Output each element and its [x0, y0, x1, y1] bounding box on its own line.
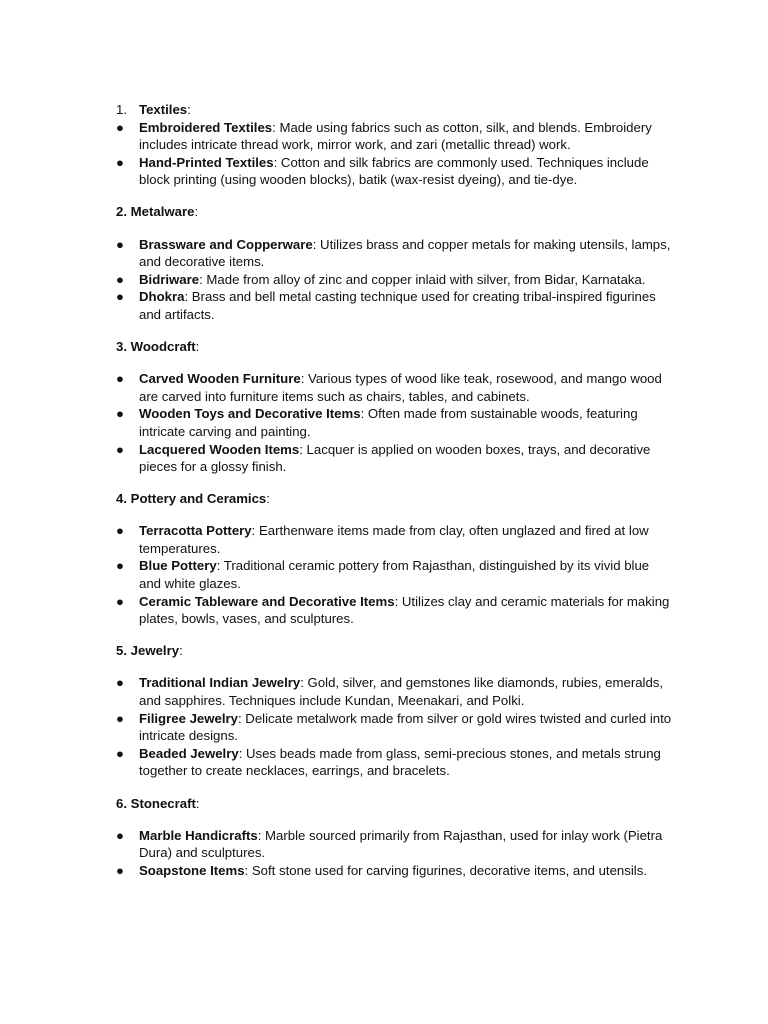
document-page [116, 101, 672, 879]
item-text: : Gold, silver, and gemstones like diamonds, rubies, emeralds, and sapphires. Techniques include Kundan, Meenakari, and Polki. [139, 675, 664, 709]
list-item [116, 370, 672, 405]
section-stonecraft [116, 795, 672, 880]
bullet-icon: ● [116, 675, 124, 691]
section-woodcraft [116, 338, 672, 476]
item-term: Ceramic Tableware and Decorative Items [139, 593, 395, 609]
item-text: : Uses beads made from glass, semi-precious stones, and metals strung together to create necklaces, earrings, and bracelets. [139, 745, 661, 779]
section-pottery-and-ceramics [116, 490, 672, 628]
item-term: Bidriware [139, 271, 200, 287]
list-item [116, 405, 672, 440]
item-text: : Cotton and silk fabrics are commonly used. Techniques include block printing (using wooden blocks), batik (wax-resist dyeing), and tie-dye. [139, 154, 649, 188]
item-text: : Brass and bell metal casting technique used for creating tribal-inspired figurines and artifacts. [139, 289, 656, 322]
item-text: : Earthenware items made from clay, often unglazed and fired at low temperatures. [139, 523, 649, 556]
bullet-list [116, 522, 672, 628]
list-item [116, 745, 672, 780]
bullet-icon: ● [116, 862, 124, 878]
list-item [116, 557, 672, 592]
item-term: Embroidered Textiles [139, 119, 273, 135]
list-item [116, 593, 672, 628]
bullet-icon: ● [116, 406, 124, 422]
item-text: : Made from alloy of zinc and copper inlaid with silver, from Bidar, Karnataka. [199, 271, 646, 287]
list-item [116, 154, 672, 189]
item-text: : Utilizes clay and ceramic materials for making plates, bowls, vases, and sculptures. [139, 593, 670, 627]
item-text: : Lacquer is applied on wooden boxes, trays, and decorative pieces for a glossy finish. [139, 441, 651, 475]
section-heading: 2. Metalware: [116, 204, 199, 220]
bullet-list [116, 119, 672, 189]
item-text: : Utilizes brass and copper metals for making utensils, lamps, and decorative items. [139, 236, 671, 270]
bullet-icon: ● [116, 154, 124, 170]
item-term: Lacquered Wooden Items [139, 441, 300, 457]
list-item [116, 827, 672, 862]
item-term: Filigree Jewelry [139, 710, 238, 726]
section-jewelry [116, 642, 672, 780]
list-item [116, 441, 672, 476]
bullet-icon: ● [116, 271, 124, 287]
bullet-icon: ● [116, 558, 124, 574]
section-textiles [116, 101, 672, 189]
list-item [116, 710, 672, 745]
item-term: Brassware and Copperware [139, 236, 313, 252]
item-text: : Soft stone used for carving figurines, decorative items, and utensils. [244, 862, 647, 878]
item-term: Blue Pottery [139, 558, 217, 574]
list-item [116, 271, 672, 289]
heading-title: 6. Stonecraft [116, 795, 196, 811]
item-text: : Marble sourced primarily from Rajasthan, used for inlay work (Pietra Dura) and sculptures. [139, 827, 663, 861]
item-term: Dhokra [139, 289, 185, 305]
section-heading: 5. Jewelry: [116, 643, 183, 659]
list-item [116, 522, 672, 557]
bullet-list [116, 674, 672, 780]
section-heading: 3. Woodcraft: [116, 339, 200, 355]
bullet-icon: ● [116, 441, 124, 457]
item-term: Hand-Printed Textiles [139, 154, 274, 170]
section-heading: 1. Textiles: [116, 102, 191, 117]
bullet-icon: ● [116, 523, 124, 539]
list-item [116, 119, 672, 154]
item-term: Marble Handicrafts [139, 827, 258, 843]
bullet-icon: ● [116, 593, 124, 609]
item-term: Traditional Indian Jewelry [139, 675, 301, 691]
bullet-icon: ● [116, 710, 124, 726]
heading-title: 5. Jewelry [116, 643, 180, 659]
section-heading: 4. Pottery and Ceramics: [116, 491, 270, 507]
bullet-icon: ● [116, 827, 124, 843]
item-term: Wooden Toys and Decorative Items [139, 406, 361, 422]
heading-title: 4. Pottery and Ceramics [116, 491, 267, 507]
section-heading: 6. Stonecraft: [116, 795, 200, 811]
item-term: Carved Wooden Furniture [139, 371, 301, 387]
section-metalware [116, 203, 672, 323]
list-item [116, 674, 672, 709]
heading-number: 1. [116, 102, 127, 117]
bullet-icon: ● [116, 119, 124, 135]
bullet-icon: ● [116, 236, 124, 252]
list-item [116, 862, 672, 880]
item-text: : Traditional ceramic pottery from Rajasthan, distinguished by its vivid blue and white glazes. [139, 558, 650, 592]
item-term: Terracotta Pottery [139, 523, 252, 539]
bullet-list [116, 370, 672, 476]
heading-title: 2. Metalware [116, 204, 195, 220]
item-text: : Often made from sustainable woods, featuring intricate carving and painting. [139, 406, 638, 439]
item-text: : Made using fabrics such as cotton, silk, and blends. Embroidery includes intricate thread work, mirror work, and zari (metallic thread) work. [139, 119, 652, 153]
bullet-list [116, 236, 672, 324]
bullet-icon: ● [116, 371, 124, 387]
bullet-icon: ● [116, 289, 124, 305]
list-item [116, 288, 672, 323]
heading-title: Textiles [139, 102, 188, 117]
heading-title: 3. Woodcraft [116, 339, 196, 355]
item-text: : Delicate metalwork made from silver or gold wires twisted and curled into intricate designs. [139, 710, 672, 744]
list-item [116, 236, 672, 271]
item-term: Beaded Jewelry [139, 745, 239, 761]
item-text: : Various types of wood like teak, rosewood, and mango wood are carved into furniture items such as chairs, tables, and cabinets. [139, 371, 662, 404]
bullet-icon: ● [116, 745, 124, 761]
item-term: Soapstone Items [139, 862, 245, 878]
bullet-list [116, 827, 672, 880]
